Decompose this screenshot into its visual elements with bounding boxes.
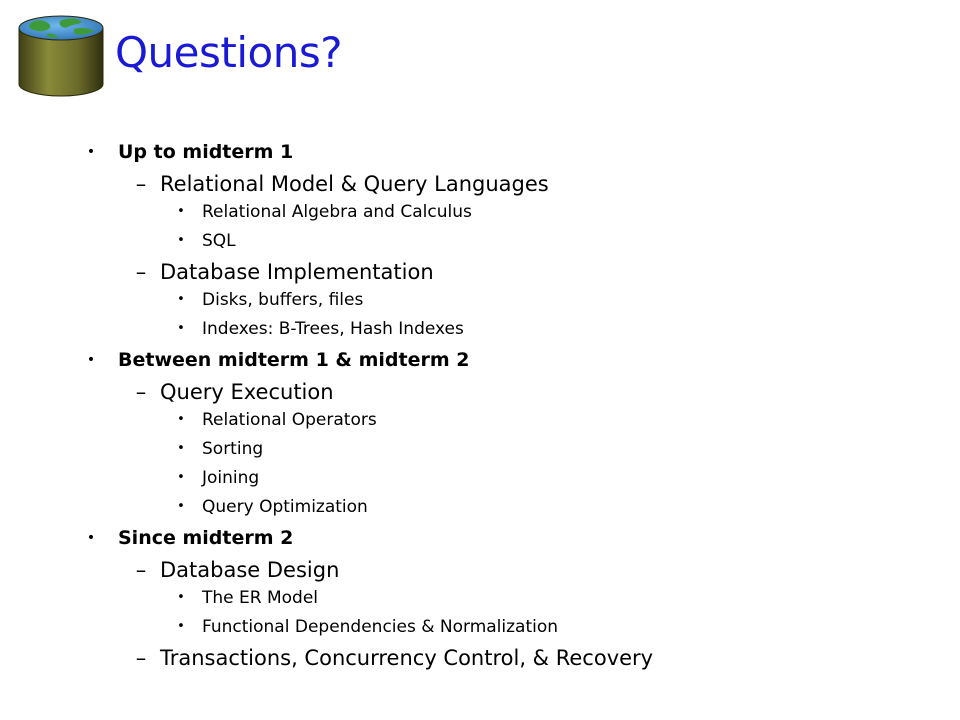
topic-item-label: Database Design xyxy=(160,558,340,582)
subtopic-item-label: SQL xyxy=(202,231,236,251)
dash-icon: – xyxy=(135,558,147,582)
topic-item-label: Transactions, Concurrency Control, & Recovery xyxy=(160,646,654,670)
subtopic-item-label: The ER Model xyxy=(202,588,319,608)
dash-icon: – xyxy=(135,646,147,670)
bullet-dot-icon: • xyxy=(177,441,185,456)
bullet-dot-icon: • xyxy=(177,204,185,219)
section-heading-label: Between midterm 1 & midterm 2 xyxy=(118,349,470,371)
bullet-dot-icon: • xyxy=(86,352,96,368)
page-title: Questions? xyxy=(115,28,343,77)
topic-item-label: Database Implementation xyxy=(160,260,434,284)
bullet-dot-icon: • xyxy=(86,530,96,546)
dash-icon: – xyxy=(135,172,147,196)
subtopic-item-label: Disks, buffers, files xyxy=(202,290,364,310)
bullet-dot-icon: • xyxy=(177,321,185,336)
topic-item-label: Relational Model & Query Languages xyxy=(160,172,549,196)
database-globe-icon xyxy=(16,12,106,98)
subtopic-item-label: Indexes: B-Trees, Hash Indexes xyxy=(202,319,464,339)
subtopic-item-label: Relational Operators xyxy=(202,410,377,430)
bullet-dot-icon: • xyxy=(177,590,185,605)
bullet-dot-icon: • xyxy=(177,233,185,248)
bullet-dot-icon: • xyxy=(177,470,185,485)
bullet-dot-icon: • xyxy=(177,292,185,307)
subtopic-item-label: Query Optimization xyxy=(202,497,368,517)
section-heading-label: Up to midterm 1 xyxy=(118,141,294,163)
topic-item-label: Query Execution xyxy=(160,380,334,404)
dash-icon: – xyxy=(135,380,147,404)
bullet-dot-icon: • xyxy=(177,499,185,514)
subtopic-item-label: Joining xyxy=(202,468,260,488)
subtopic-item-label: Sorting xyxy=(202,439,264,459)
section-heading-label: Since midterm 2 xyxy=(118,527,294,549)
subtopic-item-label: Relational Algebra and Calculus xyxy=(202,202,472,222)
subtopic-item-label: Functional Dependencies & Normalization xyxy=(202,617,559,637)
bullet-dot-icon: • xyxy=(177,619,185,634)
bullet-dot-icon: • xyxy=(86,144,96,160)
bullet-dot-icon: • xyxy=(177,412,185,427)
dash-icon: – xyxy=(135,260,147,284)
